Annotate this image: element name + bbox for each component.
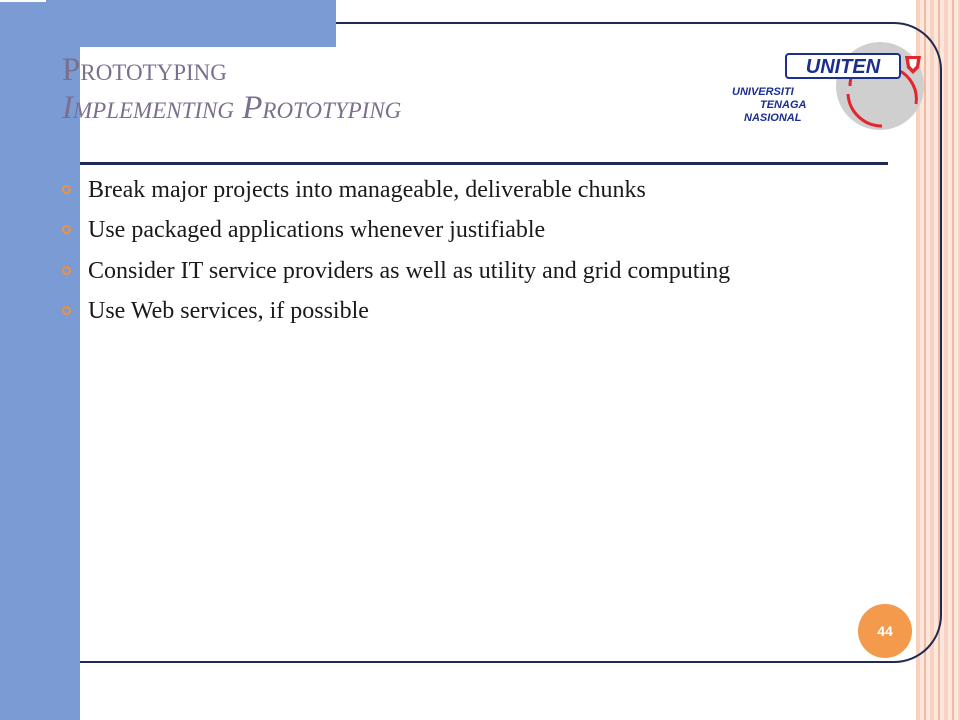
bullet-list — [62, 176, 822, 337]
logo-line-3: NASIONAL — [744, 112, 802, 124]
logo-line-1: UNIVERSITI — [732, 86, 794, 98]
bullet-item — [62, 176, 822, 205]
uniten-logo — [730, 40, 936, 134]
logo-line-2: TENAGA — [760, 99, 807, 111]
bullet-item — [62, 297, 822, 326]
bullet-circle-icon — [62, 266, 71, 275]
bullet-text: Use Web services, if possible — [88, 297, 369, 324]
left-bar-tick — [0, 0, 46, 2]
title-line-2: Implementing Prototyping — [62, 89, 402, 126]
slide-title — [62, 52, 401, 128]
bullet-circle-icon — [62, 225, 71, 234]
bullet-text: Use packaged applications whenever justifiable — [88, 217, 546, 244]
title-divider — [80, 162, 888, 165]
title-line-1: Prototyping — [62, 52, 227, 88]
bullet-circle-icon — [62, 185, 71, 194]
bullet-item — [62, 216, 822, 245]
top-accent-cover — [80, 0, 336, 47]
logo-brand-text: UNITEN — [805, 56, 881, 78]
bullet-item — [62, 257, 822, 286]
page-number-badge: 44 — [858, 604, 912, 658]
bullet-text: Consider IT service providers as well as utility and grid computing — [88, 257, 731, 284]
bullet-text: Break major projects into manageable, deliverable chunks — [88, 177, 646, 203]
bullet-circle-icon — [62, 306, 71, 315]
